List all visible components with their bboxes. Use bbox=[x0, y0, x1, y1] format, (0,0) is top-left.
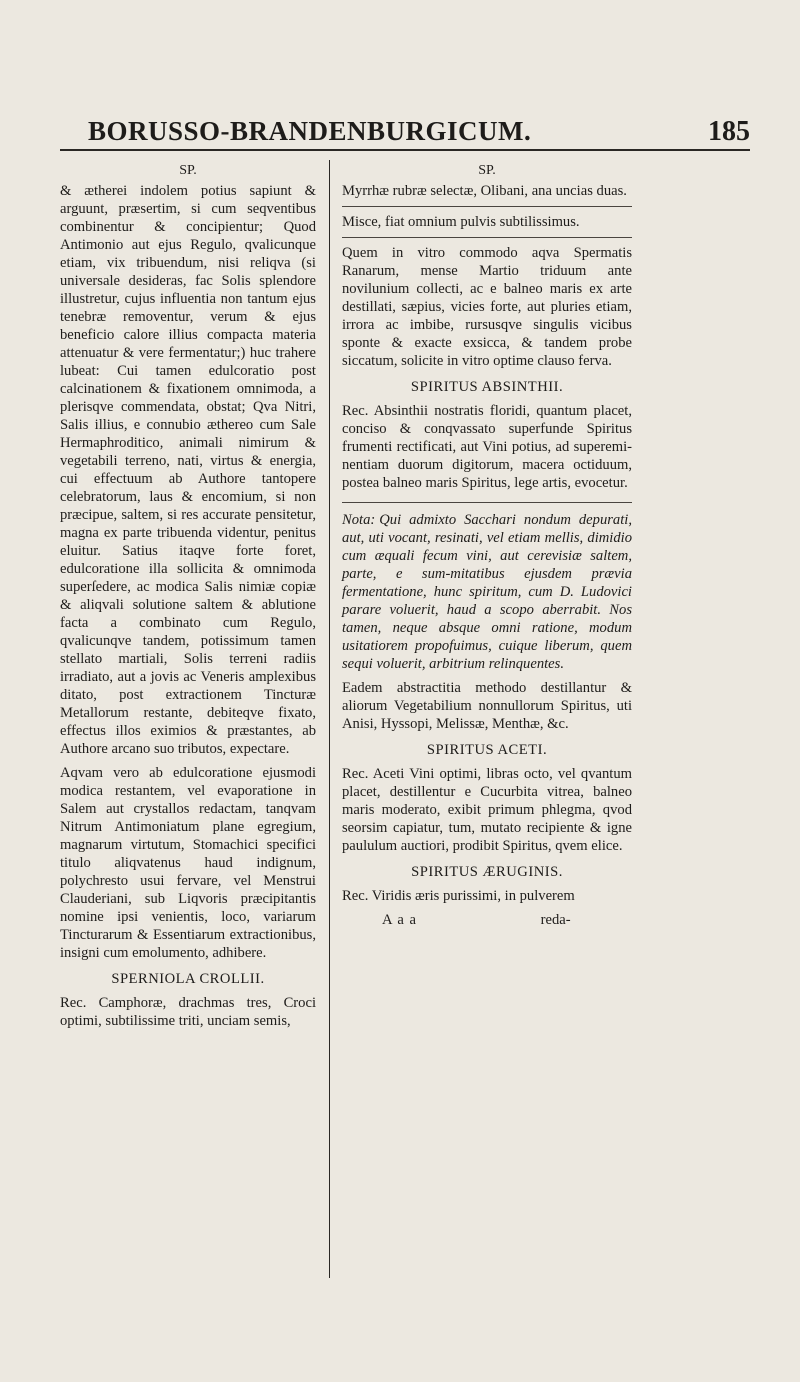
note-text: Qui admixto Sacchari nondum depurati, aut, uti vocant, resinati, vel etiam mellis, dimidio cum æquali fecum vini, aut cerevisiæ saltem, parte, e sum-mitatibus ejusdem prævia fermentatione, hunc spiritum, cum D. Ludovici parare voluerit, haud a scopo aberrabit. Nos tamen, neque absque omni ratione, modum usitatiorem propofuimus, cuique liberum, quem sequi voluerit, arbitrium relinquentes. bbox=[342, 512, 632, 672]
left-paragraph-2: Aqvam vero ab edulcoratione ejusmodi modica restantem, vel evaporatione in Salem aut crystallos redactam, tanqvam Nitrum Antimoniatum plane egregium, magnarum virtutum, Stomachici specifici titulo aliqvatenus haud indignum, polychresto usui fervare, vel Menstrui Clauderiani, sub Liqvoris præcipitantis nomine ipsi venientis, loco, variarum Tincturarum & Essentiarum extractionibus, insigni cum emolumento, adhibere. bbox=[60, 765, 316, 961]
running-title: BORUSSO-BRANDENBURGICUM. bbox=[88, 116, 532, 146]
right-paragraph-6: Rec. Aceti Vini optimi, libras octo, vel qvantum placet, destillentur e Cucurbita vitrea, balneo maris moderato, exibit primum phlegma, qvod seorsim capiatur, tum, mutato recipiente & igne paululum auctiori, prodibit Spiritus, qvem elice. bbox=[342, 766, 632, 854]
section-title-aceti: SPIRITUS ACETI. bbox=[426, 742, 548, 758]
section-title-absinthii: SPIRITUS ABSINTHII. bbox=[410, 379, 564, 395]
column-divider bbox=[329, 160, 330, 1278]
page-header bbox=[60, 116, 750, 151]
right-column-head: SP. bbox=[478, 163, 496, 178]
note-label: Nota: bbox=[342, 512, 376, 528]
right-paragraph-5: Eadem abstractitia methodo destillantur & aliorum Vegetabilium nonnullorum Spiritus, uti Anisi, Hyssopi, Melissæ, Menthæ, &c. bbox=[342, 680, 632, 732]
right-paragraph-1: Myrrhæ rubræ selectæ, Olibani, ana uncias duas. bbox=[342, 183, 627, 199]
rule bbox=[342, 237, 632, 238]
left-section-title: SPERNIOLA CROLLII. bbox=[111, 971, 265, 987]
right-column bbox=[342, 162, 632, 929]
left-paragraph-1: & ætherei indolem potius sapiunt & arguunt, præsertim, si cum seqventibus combinentur & concipientur; Quod Antimonio aut ejus Regulo, qvalicunque etiam, vix tribuendum, nisi reliqva (si universale desideras, fac Solis splendore illustretur, cujus influentia non tantum ejus tenebræ removentur, verum & ejus beneficio calore illius compacta materia attenuatur & vere fermentatur;) huc trahere lubeat: Cui tamen edulcoratio post calcinationem & fixationem omnimoda, a plerisqve commendata, obstat; Qva Nitri, Salis illius, e connubio æthereo cum Sale Hermaphroditico, animali nimirum & vegetabili terreno, nati, virtus & energia, cui effectuum ab Authore tantopere celebratorum, laus & encomium, si non præcipue, saltem, si res accurate pensitetur, magna ex parte tribuenda videntur, penitus eluitur. Satius itaqve forte foret, edulcoratione illa sollicita & omnimoda superſedere, ac modica Salis nimiæ copiæ & aliqvali solutione saltem & ablutione facta a combinato cum Regulo, qvalicunqve tandem, potissimum tamen stellato martiali, Solis terreni radiis irradiato, aut a jovis ac Veneris amplexibus ditato, post extractionem Tincturæ Metallorum restante, debiteqve fixato, effectus illos eximios & præstantes, ab Authore arcano suo tributos, expectare. bbox=[60, 183, 316, 757]
page-footer bbox=[342, 911, 632, 929]
left-paragraph-3: Rec. Camphoræ, drachmas tres, Croci optimi, subtilissime triti, unciam semis, bbox=[60, 995, 316, 1029]
note bbox=[342, 502, 632, 673]
right-paragraph-4: Rec. Absinthii nostratis floridi, quantum placet, conciso & conqvassato superfunde Spiritus frumenti rectificati, aut Vini potius, ad superemi-nentiam duorum digitorum, macera octiduum, postea balneo maris Spiritus, lege artis, evocetur. bbox=[342, 403, 632, 491]
right-paragraph-2: Misce, fiat omnium pulvis subtilissimus. bbox=[342, 214, 580, 230]
rule bbox=[342, 206, 632, 207]
right-paragraph-3: Quem in vitro commodo aqva Spermatis Ranarum, mense Martio triduum ante novilunium collecti, ac e balneo maris ex arte destillati, sæpius, vicies forte, aut pluries etiam, irrora ac imbibe, rursusqve singulis vicibus sponte & exacte exsicca, & tandem probe siccatum, solicite in vitro optime clauso ferva. bbox=[342, 245, 632, 369]
catchword: reda- bbox=[540, 912, 571, 928]
signature-mark: A a a bbox=[382, 912, 417, 928]
page-number: 185 bbox=[708, 116, 750, 147]
left-column bbox=[60, 162, 316, 1036]
section-title-aeruginis: SPIRITUS ÆRUGINIS. bbox=[411, 864, 563, 880]
right-paragraph-7: Rec. Viridis æris purissimi, in pulverem bbox=[342, 888, 575, 904]
left-column-head: SP. bbox=[179, 163, 197, 178]
